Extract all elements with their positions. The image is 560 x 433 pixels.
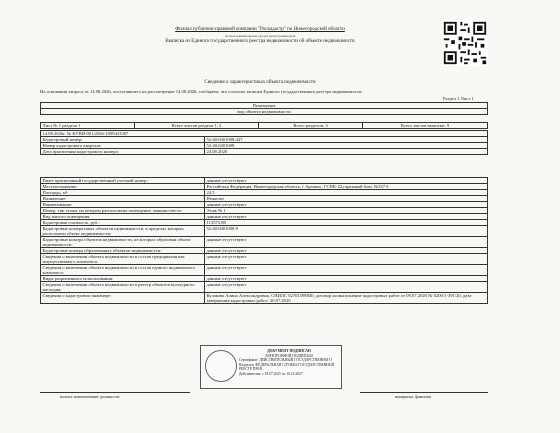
section-sheet-label: Раздел 1 Лист 1 [443,96,474,101]
table-row [41,237,488,248]
table-row [41,254,488,265]
e-signature-stamp [200,345,342,389]
ident-table [40,130,488,155]
details-table [40,177,488,304]
row-label: Сведения о включении объекта недвижимости в состав единого недвижимого комплекса: [41,265,205,276]
row-value: 24.5 [205,190,488,196]
qr-code [442,20,488,66]
object-type-note: вид объекта недвижимости [41,109,488,115]
request-number: 14.08.2026г. № КУВИ-001/2026-1099413307 [41,131,488,137]
row-value: 52:40:0401008:427 [205,137,488,143]
row-label: Местоположение: [41,184,205,190]
row-value: данные отсутствуют [205,237,488,248]
row-value: 24.08.2020 [205,149,488,155]
row-value: данные отсутствуют [205,202,488,208]
position-line [40,392,190,393]
row-label: Сведения о кадастровом инженере: [41,293,205,304]
sheets-total: Всего листов раздела 1: 2 [135,123,259,129]
row-value: данные отсутствуют [205,214,488,220]
table-row [41,226,488,237]
row-value: данные отсутствуют [205,276,488,282]
row-value: Российская Федерация, Нижегородская область, г Арзамас, ГСПК-22,гаражный бокс №337 б [205,184,488,190]
row-value: 52:40:0401008:9 [205,226,488,237]
row-label: Площадь, м²: [41,190,205,196]
row-value: Этаж № 1 [205,208,488,214]
row-label: Виды разрешенного использования: [41,276,205,282]
section-subtitle: Сведения о характеристиках объекта недвижимости [204,80,316,85]
document-title: Выписка из Единого государственного реестра недвижимости об объекте недвижимости [165,39,355,44]
row-value: данные отсутствуют [205,178,488,184]
stamp-owner-cont: РЕЕСТР ПРАВ [239,367,263,372]
emblem-icon [205,350,237,382]
position-caption: полное наименование должности [60,394,120,399]
row-label: Назначение: [41,196,205,202]
org-note: полное наименование органа регистрации прав [224,34,296,38]
table-row [41,293,488,304]
stamp-cert: Сертификат: ДЕЙСТВИТЕЛЬНЫЙ ГОСУДАРСТВЕННОГО [239,358,332,363]
object-type-table [40,102,488,115]
table-row [41,265,488,276]
row-value: данные отсутствуют [205,282,488,293]
row-label: Кадастровые номера образованных объектов недвижимости: [41,248,205,254]
row-value: 52:40:0401008 [205,143,488,149]
row-label: Ранее присвоенный государственный учетный номер: [41,178,205,184]
row-label: Номер, тип этажа, на котором расположено помещение, машино-место [41,208,205,214]
row-label: Вид жилого помещения: [41,214,205,220]
all-sheets-total: Всего листов выписки: 9 [363,123,488,129]
row-label: Кадастровые номера объектов недвижимости, из которых образован объект недвижимости: [41,237,205,248]
row-label: Номер кадастрового квартала: [41,143,205,149]
row-label: Кадастровые номера иных объектов недвижимости, в пределах которых расположен объект недвижимости: [41,226,205,237]
sheet-number: Лист № 1 раздела 1 [41,123,135,129]
row-label: Дата присвоения кадастрового номера: [41,149,205,155]
row-value: данные отсутствуют [205,254,488,265]
stamp-owner: Владелец: ФЕДЕРАЛЬНАЯ СЛУЖБА ГОСУДАРСТВЕННОЙ [239,362,335,367]
row-value: Кулакова Алина Александровна, СНИЛС 02701598840, договор на выполнение кадастровых работ от 09.07.2020 № 0200/1-391/20, дата завершения кадастровых работ: 30.07.2020 [205,293,488,304]
table-row [41,282,488,293]
sections-total: Всего разделов: 3 [259,123,363,129]
sheet-info-table [40,122,488,129]
row-label: Кадастровая стоимость, руб.: [41,220,205,226]
row-value: данные отсутствуют [205,265,488,276]
stamp-validity: Действителен: с 18.07.2025 по 10.10.2027 [239,371,303,376]
row-value: Нежилое [205,196,488,202]
row-label: Кадастровый номер: [41,137,205,143]
table-row [41,149,488,155]
row-value: данные отсутствуют [205,248,488,254]
org-name: Филиал публично-правовой компании "Роскадастр" по Нижегородской области [175,27,345,32]
name-caption: инициалы, фамилия [395,394,431,399]
object-type: Помещение [41,103,488,109]
row-value: 113575.88 [205,220,488,226]
stamp-title: ДОКУМЕНТ ПОДПИСАН [267,349,311,353]
row-label: Сведения о включении объекта недвижимости в реестр объектов культурного наследия: [41,282,205,293]
row-label: Сведения о включении объекта недвижимости в состав предприятия как имущественного комплекса: [41,254,205,265]
stamp-subtitle: ЭЛЕКТРОННОЙ ПОДПИСЬЮ [264,353,314,358]
row-label: Наименование: [41,202,205,208]
request-text: На основании запроса от 14.08.2026, поступившего на рассмотрение 14.08.2026, сообщаем, что согласно записям Единого государственного реестра недвижимости: [40,89,363,94]
name-line [360,392,488,393]
